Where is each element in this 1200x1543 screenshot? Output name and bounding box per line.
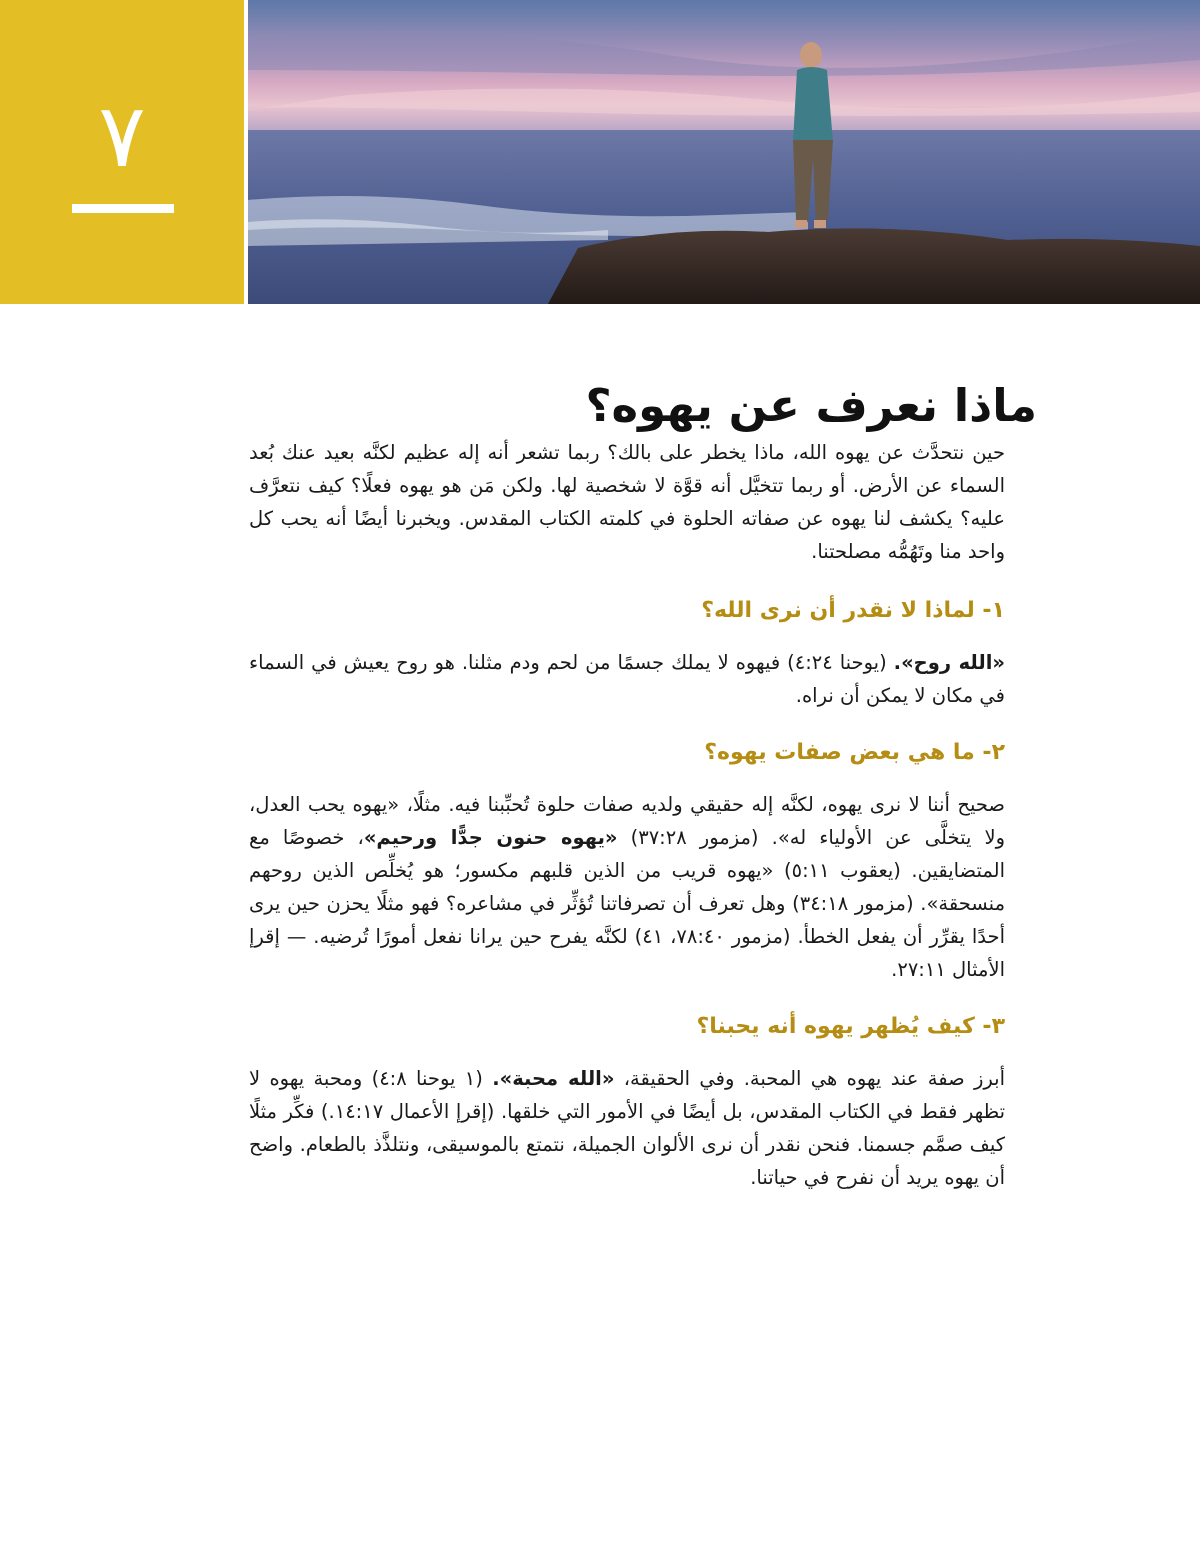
page-title: ماذا نعرف عن يهوه؟: [585, 379, 1037, 433]
hero-image: [248, 0, 1200, 304]
page-header: [0, 0, 1200, 304]
body-text: صحيح أننا لا نرى يهوه، لكنَّه إله حقيقي ولديه صفات حلوة تُحبِّبنا فيه. مثلًا، «يهوه يحب العدل، ولا يتخلَّى عن الأولياء له». (مزمور ٣٧:٢٨): [249, 793, 1006, 849]
body-text: أبرز صفة عند يهوه هي المحبة. وفي الحقيقة،: [614, 1067, 1005, 1090]
lesson-number-badge: [0, 0, 244, 304]
body-text: (١ يوحنا ٤:٨) ومحبة يهوه لا تظهر فقط في الكتاب المقدس، بل أيضًا في الأمور التي خلقها. (إقرإ الأعمال ١٤:١٧.) فكِّر مثلًا كيف صمَّم جسمنا. فنحن نقدر أن نرى الألوان الجميلة، نتمتع بالموسيقى، ونتلذَّذ بالطعام. واضح أن يهوه يريد أن نفرح في حياتنا.: [249, 1067, 1005, 1189]
intro-paragraph: حين نتحدَّث عن يهوه الله، ماذا يخطر على بالك؟ ربما تشعر أنه إله عظيم لكنَّه بعيد عنك بُعد السماء عن الأرض. أو ربما تتخيَّل أنه قوَّة لا شخصية لها. ولكن مَن هو يهوه فعلًا؟ كيف نتعرَّف عليه؟ يكشف لنا يهوه عن صفاته الحلوة في كلمته الكتاب المقدس. ويخبرنا أيضًا أنه يحب كل واحد منا وتَهُمُّه مصلحتنا.: [249, 441, 1005, 563]
hero-photo-man-by-sea: [248, 0, 1200, 304]
scripture-quote: «يهوه حنون جدًّا ورحيم»: [363, 826, 618, 849]
body-text: (يوحنا ٤:٢٤) فيهوه لا يملك جسمًا من لحم ودم مثلنا. هو روح يعيش في السماء في مكان لا يمكن أن نراه.: [249, 651, 1005, 707]
lesson-content: [249, 436, 1005, 1194]
question-1-heading: ١- لماذا لا نقدر أن نرى الله؟: [701, 598, 1005, 623]
lesson-number: ٧: [98, 84, 146, 187]
scripture-quote: «الله محبة».: [492, 1067, 615, 1090]
scripture-quote: «الله روح».: [893, 651, 1005, 674]
question-2-body: [249, 788, 1005, 986]
question-3-body: [249, 1062, 1005, 1194]
body-text: ، خصوصًا مع المتضايقين. (يعقوب ٥:١١) «يهوه قريب من الذين قلبهم مكسور؛ هو يُخلِّص الذين روحهم منسحقة». (مزمور ٣٤:١٨) وهل تعرف أن تصرفاتنا تُؤثِّر في مشاعره؟ فهو مثلًا يحزن حين يرى أحدًا يقرِّر أن يفعل الخطأ. (مزمور ٧٨:٤٠، ٤١) لكنَّه يفرح حين يرانا نفعل أمورًا تُرضيه. — إقرإ الأمثال ٢٧:١١.: [249, 826, 1006, 981]
question-1-body: [249, 646, 1005, 712]
question-3-heading: ٣- كيف يُظهر يهوه أنه يحبنا؟: [696, 1014, 1005, 1039]
question-2-heading: ٢- ما هي بعض صفات يهوه؟: [704, 740, 1005, 765]
lesson-number-underline: [72, 204, 174, 213]
